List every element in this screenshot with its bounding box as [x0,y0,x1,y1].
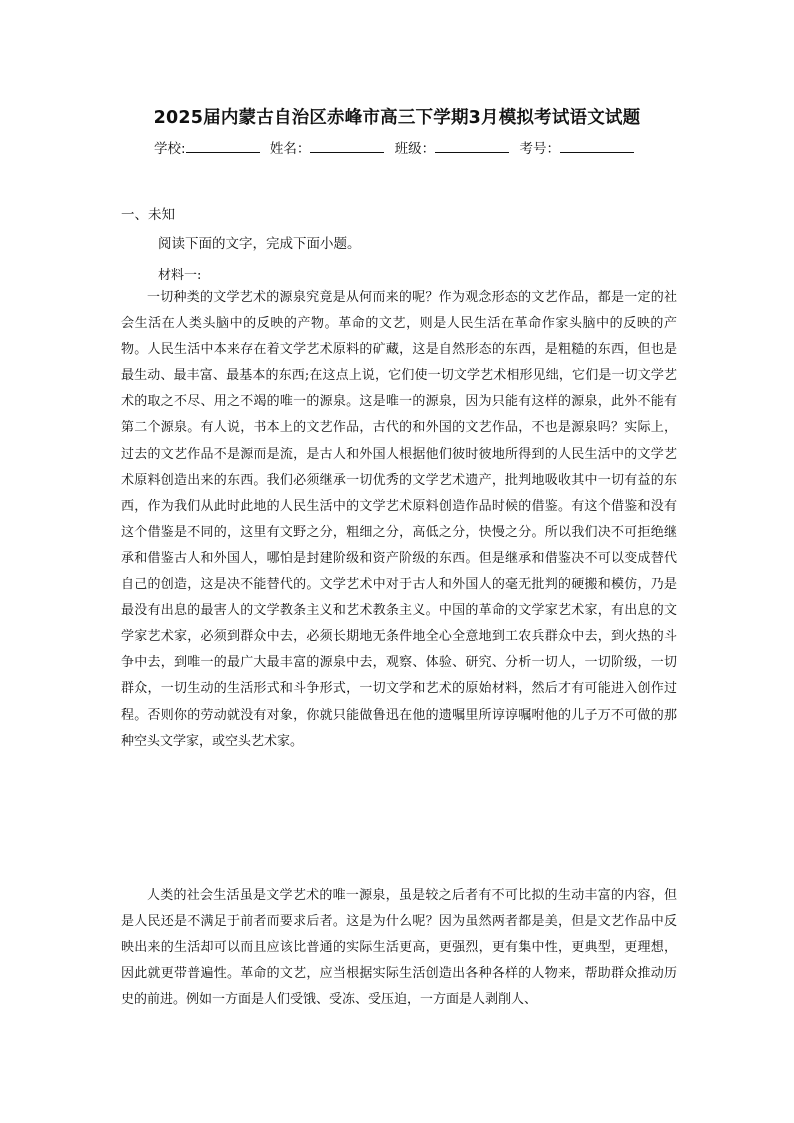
exam-title: 2025届内蒙古自治区赤峰市高三下学期3月模拟考试语文试题 [153,108,641,128]
name-blank[interactable] [310,140,384,153]
section-heading: 一、未知 [121,207,175,223]
passage-paragraph-2: 人类的社会生活虽是文学艺术的唯一源泉，虽是较之后者有不可比拟的生动丰富的内容，但是人民还是不满足于前者而要求后者。这是为什么呢？因为虽然两者都是美，但是文艺作品中反映出来的生活却可以而且应该比普通的实际生活更高，更强烈，更有集中性，更典型，更理想，因此就更带普遍性。革命的文艺，应当根据实际生活创造出各种各样的人物来，帮助群众推动历史的前进。例如一方面是人们受饿、受冻、受压迫，一方面是人剥削人、 [121,888,677,1008]
exam-number-label: 考号： [519,141,560,157]
exam-number-blank[interactable] [560,140,634,153]
name-label: 姓名： [269,141,311,157]
material-label: 材料一: [158,268,202,283]
student-info-line [0,137,794,157]
class-label: 班级： [394,141,436,157]
passage-paragraph-1: 一切种类的文学艺术的源泉究竟是从何而来的呢？作为观念形态的文艺作品，都是一定的社会生活在人类头脑中的反映的产物。革命的文艺，则是人民生活在革命作家头脑中的反映的产物。人民生活中本来存在着文学艺术原料的矿藏，这是自然形态的东西，是粗糙的东西，但也是最生动、最丰富、最基本的东西;在这点上说，它们使一切文学艺术相形见绌，它们是一切文学艺术的取之不尽、用之不竭的唯一的源泉。这是唯一的源泉，因为只能有这样的源泉，此外不能有第二个源泉。有人说，书本上的文艺作品，古代的和外国的文艺作品，不也是源泉吗？实际上，过去的文艺作品不是源而是流，是古人和外国人根据他们彼时彼地所得到的人民生活中的文学艺术原料创造出来的东西。我们必须继承一切优秀的文学艺术遗产，批判地吸收其中一切有益的东西，作为我们从此时此地的人民生活中的文学艺术原料创造作品时候的借鉴。有这个借鉴和没有这个借鉴是不同的，这里有文野之分，粗细之分，高低之分，快慢之分。所以我们决不可拒绝继承和借鉴古人和外国人，哪怕是封建阶级和资产阶级的东西。但是继承和借鉴决不可以变成替代自己的创造，这是决不能替代的。文学艺术中对于古人和外国人的毫无批判的硬搬和模仿，乃是最没有出息的最害人的文学教条主义和艺术教条主义。中国的革命的文学家艺术家，有出息的文学家艺术家，必须到群众中去，必须长期地无条件地全心全意地到工农兵群众中去，到火热的斗争中去，到唯一的最广大最丰富的源泉中去，观察、体验、研究、分析一切人，一切阶级，一切群众，一切生动的生活形式和斗争形式，一切文学和艺术的原始材料，然后才有可能进入创作过程。否则你的劳动就没有对象，你就只能做鲁迅在他的遗嘱里所谆谆嘱咐他的儿子万不可做的那种空头文学家，或空头艺术家。 [121,290,677,749]
school-blank[interactable] [186,140,260,153]
school-label: 学校: [154,141,186,157]
reading-prompt: 阅读下面的文字，完成下面小题。 [158,236,361,252]
class-blank[interactable] [435,140,509,153]
